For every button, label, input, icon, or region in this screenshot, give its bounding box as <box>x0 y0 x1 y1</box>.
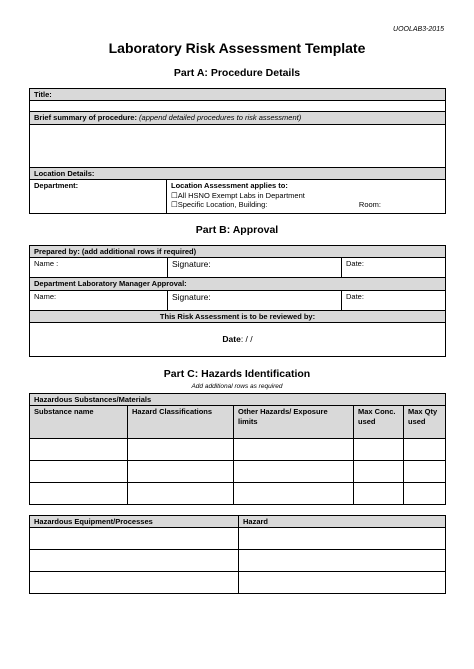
manager-signature-label: Signature: <box>172 291 211 302</box>
manager-signature-cell[interactable] <box>168 290 342 310</box>
table-row <box>30 439 446 461</box>
applies-label: Location Assessment applies to: <box>171 181 288 191</box>
prepared-date-label: Date: <box>346 259 364 269</box>
hazardous-substances-table <box>29 393 446 505</box>
approval-table <box>29 245 446 357</box>
table-row <box>30 572 446 594</box>
review-date-label: Date <box>222 334 241 345</box>
table-cell[interactable] <box>30 483 128 505</box>
location-label: Location Details: <box>30 167 446 179</box>
summary-header <box>30 112 446 124</box>
table-cell[interactable] <box>30 439 128 461</box>
review-label: This Risk Assessment is to be reviewed by: <box>30 310 446 322</box>
part-b-heading: Part B: Approval <box>195 224 279 236</box>
substances-label: Hazardous Substances/Materials <box>30 394 446 406</box>
col-max-qty: Max Qty used <box>404 406 446 439</box>
option-specific-location[interactable] <box>171 200 441 209</box>
option-all-labs[interactable]: ☐All HSNO Exempt Labs in Department <box>171 190 305 200</box>
col-other-hazards: Other Hazards/ Exposure limits <box>234 406 354 439</box>
table-row <box>30 483 446 505</box>
table-cell[interactable] <box>404 483 446 505</box>
summary-note: (append detailed procedures to risk assessment) <box>139 113 302 123</box>
table-cell[interactable] <box>128 439 234 461</box>
part-a-heading: Part A: Procedure Details <box>173 67 301 79</box>
table-cell[interactable] <box>128 461 234 483</box>
procedure-details-table <box>29 88 446 214</box>
table-cell[interactable] <box>30 550 239 572</box>
summary-label: Brief summary of procedure: <box>34 113 137 123</box>
summary-field[interactable] <box>30 124 446 167</box>
location-applies-cell <box>167 180 446 214</box>
prepared-name-cell[interactable] <box>30 258 168 278</box>
table-cell[interactable] <box>239 572 446 594</box>
table-cell[interactable] <box>404 439 446 461</box>
col-hazard-classifications: Hazard Classifications <box>128 406 234 439</box>
department-cell[interactable] <box>30 180 167 214</box>
col-equipment-processes: Hazardous Equipment/Processes <box>30 516 239 528</box>
review-date-cell[interactable] <box>30 323 446 357</box>
manager-date-cell[interactable] <box>342 290 446 310</box>
table-cell[interactable] <box>30 572 239 594</box>
manager-date-label: Date: <box>346 291 364 301</box>
table-cell[interactable] <box>234 439 354 461</box>
manager-name-label: Name: <box>34 291 57 301</box>
table-cell[interactable] <box>354 461 404 483</box>
table-row <box>30 528 446 550</box>
document-code: UOOLAB3-2015 <box>393 26 444 33</box>
review-date-value: : / / <box>240 334 253 345</box>
add-rows-note: Add additional rows as required <box>191 383 283 390</box>
prepared-signature-label: Signature: <box>172 259 211 270</box>
col-substance-name: Substance name <box>30 406 128 439</box>
col-equipment-hazard: Hazard <box>239 516 446 528</box>
hazardous-equipment-table <box>29 515 446 594</box>
title-label: Title: <box>30 89 446 101</box>
manager-name-cell[interactable] <box>30 290 168 310</box>
table-row <box>30 461 446 483</box>
room-label: Room: <box>358 199 381 209</box>
table-cell[interactable] <box>234 461 354 483</box>
prepared-name-label: Name : <box>34 259 59 269</box>
table-cell[interactable] <box>354 439 404 461</box>
table-row <box>30 550 446 572</box>
prepared-by-label: Prepared by: (add additional rows if required) <box>30 246 446 258</box>
table-cell[interactable] <box>234 483 354 505</box>
col-max-conc: Max Conc. used <box>354 406 404 439</box>
table-cell[interactable] <box>239 550 446 572</box>
manager-approval-label: Department Laboratory Manager Approval: <box>30 278 446 290</box>
table-cell[interactable] <box>128 483 234 505</box>
page-title: Laboratory Risk Assessment Template <box>108 40 366 56</box>
specific-location-label: ☐Specific Location, Building: <box>171 199 268 209</box>
table-cell[interactable] <box>30 461 128 483</box>
title-field[interactable] <box>30 101 446 112</box>
table-cell[interactable] <box>354 483 404 505</box>
prepared-date-cell[interactable] <box>342 258 446 278</box>
prepared-signature-cell[interactable] <box>168 258 342 278</box>
table-cell[interactable] <box>30 528 239 550</box>
table-cell[interactable] <box>239 528 446 550</box>
part-c-heading: Part C: Hazards Identification <box>163 368 311 380</box>
department-label: Department: <box>34 181 79 191</box>
table-cell[interactable] <box>404 461 446 483</box>
